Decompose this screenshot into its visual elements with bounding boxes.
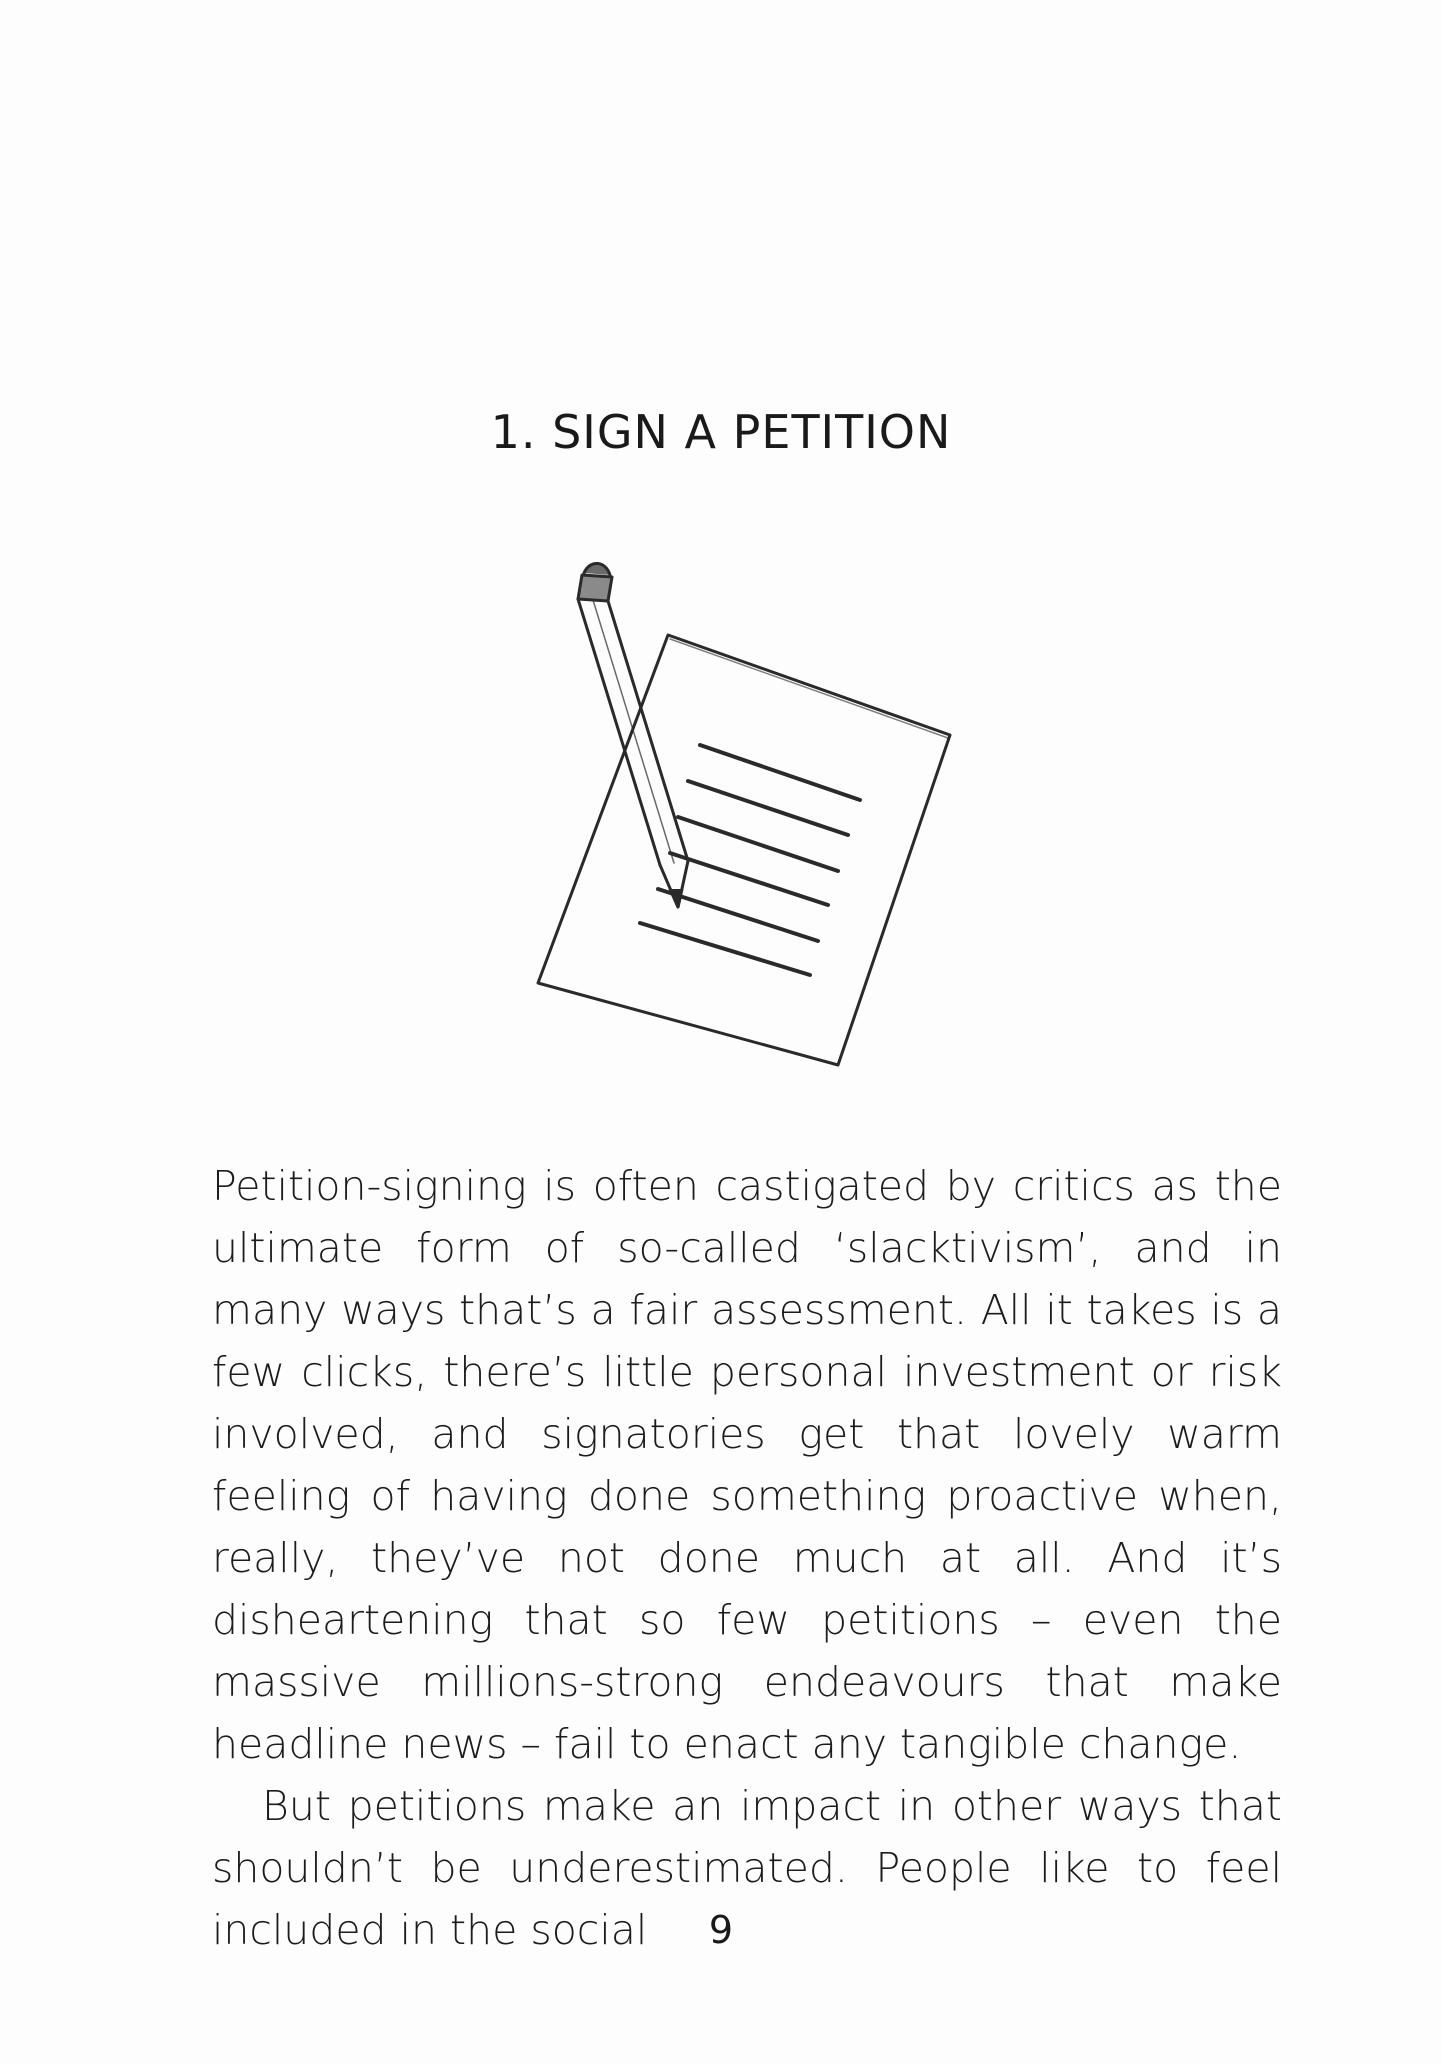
paragraph-1: Petition-signing is often castigated by critics as the ultimate form of so-called ‘slacktivism’, and in many ways that’s a fair assessment. All it takes is a few clicks, there’s little personal investment or risk involved, and signatories get that lovely warm feeling of having done something proactive when, really, they’ve not done much at all. And it’s disheartening that so few petitions – even the massive millions-strong endeavours that make headline news – fail to enact any tangible change.	[212, 1162, 1282, 1768]
body-text	[212, 1155, 1282, 1961]
paper-sheet	[538, 635, 950, 1065]
paragraph-2: But petitions make an impact in other ways that shouldn’t be underestimated. People like to feel included in the social	[212, 1782, 1282, 1954]
page-number: 9	[708, 1908, 734, 1952]
chapter-title: 1. SIGN A PETITION	[490, 405, 952, 459]
pencil	[578, 563, 688, 907]
pencil-and-paper-icon	[520, 555, 980, 1115]
